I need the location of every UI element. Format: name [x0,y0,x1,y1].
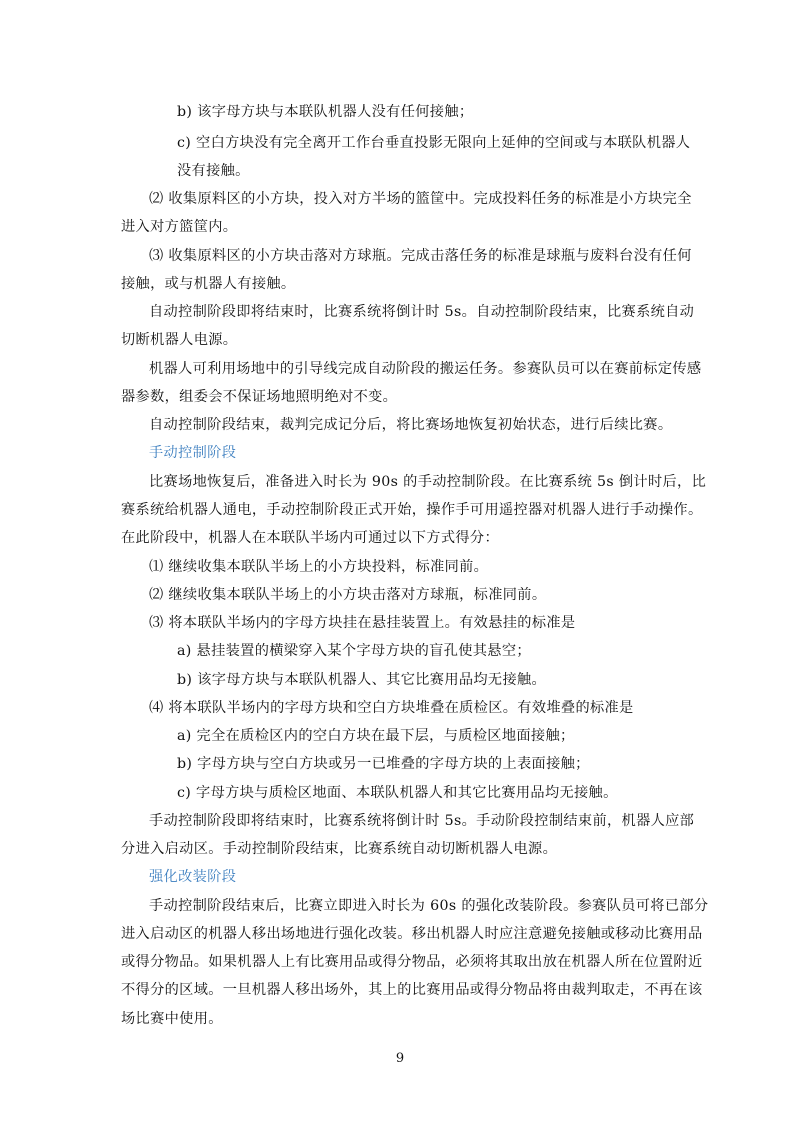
item-c-continued: 没有接触。 [177,163,250,179]
page-number: 9 [395,1051,405,1066]
manual-item-4b: b) 字母方块与空白方块或另一已堆叠的字母方块的上表面接触； [177,756,590,772]
reset-paragraph: 自动控制阶段结束，裁判完成记分后，将比赛场地恢复初始状态，进行后续比赛。 [149,417,673,433]
manual-item-4a: a) 完全在质检区内的空白方块在最下层，与质检区地面接触； [177,728,575,744]
upgrade-line-4: 不得分的区域。一旦机器人移出场外，其上的比赛用品或得分物品将由裁判取走，不再在该 [121,982,703,998]
manual-end-paragraph: 手动控制阶段即将结束时，比赛系统将倒计时 5s。手动阶段控制结束前，机器人应部 [149,813,695,829]
section-heading-upgrade: 强化改装阶段 [149,869,237,885]
manual-item-4c: c) 字母方块与质检区地面、本联队机器人和其它比赛用品均无接触。 [177,785,618,801]
upgrade-line-5: 场比赛中使用。 [121,1011,223,1027]
manual-item-4: ⑷ 将本联队半场内的字母方块和空白方块堆叠在质检区。有效堆叠的标准是 [149,700,634,716]
manual-end-continued: 分进入启动区。手动控制阶段结束，比赛系统自动切断机器人电源。 [121,841,558,857]
manual-item-2: ⑵ 继续收集本联队半场上的小方块击落对方球瓶，标准同前。 [149,587,547,603]
item-2-continued: 进入对方篮筐内。 [121,219,238,235]
manual-scoring-intro: 在此阶段中，机器人在本联队半场内可通过以下方式得分： [121,530,499,546]
manual-intro: 比赛场地恢复后，准备进入时长为 90s 的手动控制阶段。在比赛系统 5s 倒计时后，比 [149,474,707,490]
manual-item-3: ⑶ 将本联队半场内的字母方块挂在悬挂装置上。有效悬挂的标准是 [149,615,576,631]
manual-item-3b: b) 该字母方块与本联队机器人、其它比赛用品均无接触。 [177,672,547,688]
upgrade-line-3: 或得分物品。如果机器人上有比赛用品或得分物品，必须将其取出放在机器人所在位置附近 [121,954,703,970]
upgrade-paragraph: 手动控制阶段结束后，比赛立即进入时长为 60s 的强化改装阶段。参赛队员可将已部分 [149,898,709,914]
manual-item-1: ⑴ 继续收集本联队半场上的小方块投料，标准同前。 [149,559,489,575]
item-2-feed: ⑵ 收集原料区的小方块，投入对方半场的篮筐中。完成投料任务的标准是小方块完全 [149,191,692,207]
upgrade-line-2: 进入启动区的机器人移出场地进行强化改装。移出机器人时应注意避免接触或移动比赛用品 [121,926,703,942]
auto-end-paragraph: 自动控制阶段即将结束时，比赛系统将倒计时 5s。自动控制阶段结束，比赛系统自动 [149,304,695,320]
section-heading-manual: 手动控制阶段 [149,445,237,461]
guide-line-paragraph: 机器人可利用场地中的引导线完成自动阶段的搬运任务。参赛队员可以在赛前标定传感 [149,361,702,377]
guide-line-continued: 器参数，组委会不保证场地照明绝对不变。 [121,389,398,405]
item-3-knock: ⑶ 收集原料区的小方块击落对方球瓶。完成击落任务的标准是球瓶与废料台没有任何 [149,248,692,264]
manual-intro-continued: 赛系统给机器人通电，手动控制阶段正式开始，操作手可用遥控器对机器人进行手动操作。 [121,502,703,518]
auto-end-continued: 切断机器人电源。 [121,332,238,348]
item-c-blank-block: c) 空白方块没有完全离开工作台垂直投影无限向上延伸的空间或与本联队机器人 [177,135,691,151]
manual-item-3a: a) 悬挂装置的横梁穿入某个字母方块的盲孔使其悬空； [177,643,531,659]
item-3-continued: 接触，或与机器人有接触。 [121,276,296,292]
item-b-no-contact: b) 该字母方块与本联队机器人没有任何接触； [177,104,474,120]
